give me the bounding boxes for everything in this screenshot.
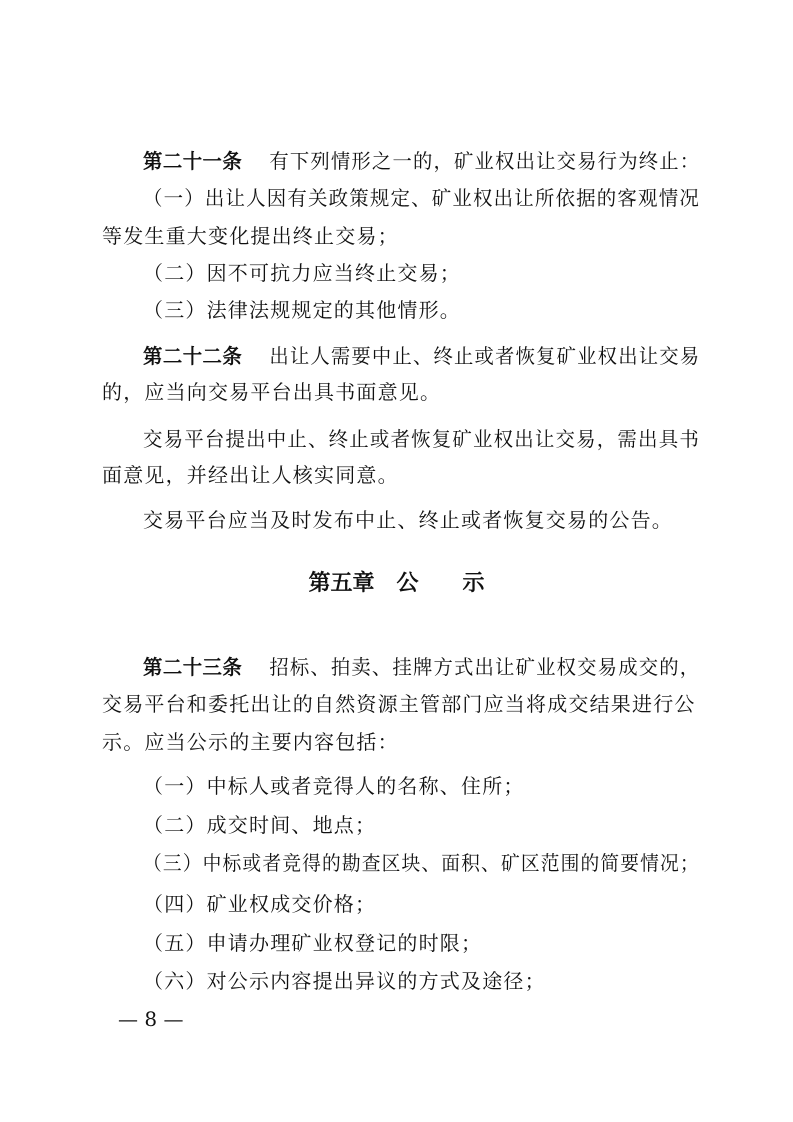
article-22-lead-line-b: 的，应当向交易平台出具书面意见。 [102,380,442,404]
chapter-5-title: 第五章 公 示 [308,571,485,596]
article-21-item-2: （二）因不可抗力应当终止交易； [143,261,461,285]
article-23-item-6: （六）对公示内容提出异议的方式及途径； [143,969,546,993]
article-23-lead: 招标、拍卖、挂牌方式出让矿业权交易成交的， [269,655,701,679]
article-23-lead-line-b: 交易平台和委托出让的自然资源主管部门应当将成交结果进行公 [102,692,696,716]
page-number: — 8 — [118,1007,184,1031]
article-22-lead: 出让人需要中止、终止或者恢复矿业权出让交易 [269,344,701,368]
article-21-item-1-line-b: 等发生重大变化提出终止交易； [102,224,399,248]
article-21-heading: 第二十一条 [143,149,243,173]
article-23-item-2: （二）成交时间、地点； [143,813,377,837]
article-21-item-1-line-a: （一）出让人因有关政策规定、矿业权出让所依据的客观情况 [143,186,700,210]
article-23-heading: 第二十三条 [143,655,243,679]
article-22-paragraph-2-line-b: 面意见，并经出让人核实同意。 [102,463,399,487]
article-23-lead-line-c: 示。应当公示的主要内容包括： [102,730,399,754]
article-22-lead-line [143,342,700,370]
article-21-lead: 有下列情形之一的，矿业权出让交易行为终止： [269,149,701,173]
article-22-paragraph-2-line-a: 交易平台提出中止、终止或者恢复矿业权出让交易，需出具书 [143,427,700,451]
article-22-paragraph-3: 交易平台应当及时发布中止、终止或者恢复交易的公告。 [143,508,673,532]
article-23-item-1: （一）中标人或者竞得人的名称、住所； [143,774,525,798]
article-21-lead-line [143,147,700,175]
article-23-item-3: （三）中标或者竞得的勘查区块、面积、矿区范围的简要情况； [143,851,700,875]
article-23-item-5: （五）申请办理矿业权登记的时限； [143,931,483,955]
article-21-item-3: （三）法律法规规定的其他情形。 [143,298,461,322]
article-23-lead-line [143,653,700,681]
article-22-heading: 第二十二条 [143,344,243,368]
article-23-item-4: （四）矿业权成交价格； [143,892,377,916]
